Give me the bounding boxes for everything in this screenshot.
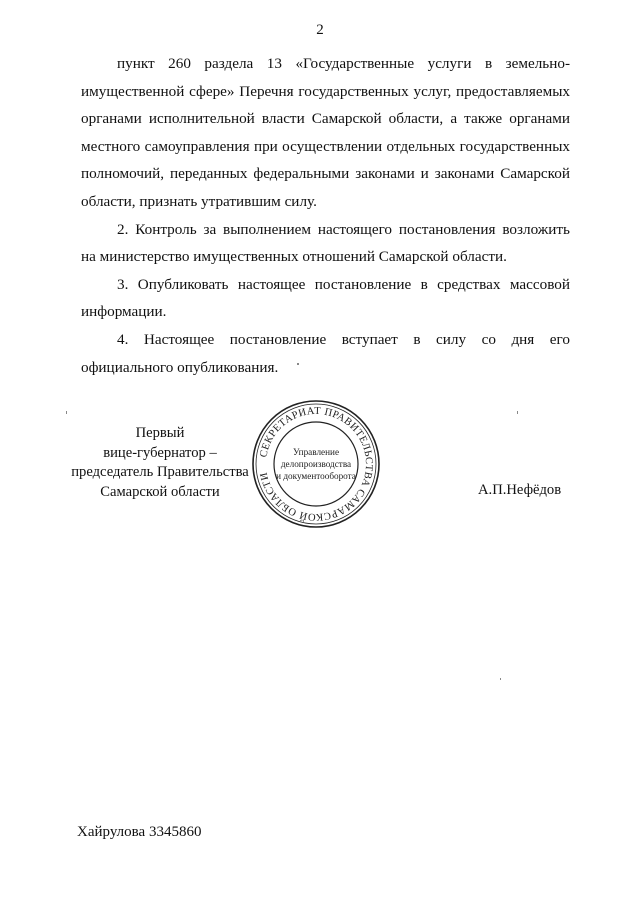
- signatory-position: [60, 424, 260, 502]
- position-line: Первый: [135, 425, 185, 441]
- position-line: председатель Правительства: [71, 464, 249, 480]
- scan-artifact: [66, 411, 67, 414]
- seal-center-line: делопроизводства: [280, 459, 352, 469]
- position-line: вице-губернатор –: [103, 444, 217, 461]
- document-body: [81, 50, 570, 381]
- seal-ring-text: СЕКРЕТАРИАТ ПРАВИТЕЛЬСТВА САМАРСКОЙ ОБЛАСТИ: [258, 405, 375, 523]
- seal-center-line: и документооборота: [276, 471, 356, 481]
- scan-artifact: [500, 678, 501, 680]
- executor-contact: Хайрулова 3345860: [77, 824, 202, 840]
- paragraph-3: 3. Опубликовать настоящее постановление в средствах массовой информации.: [81, 275, 570, 321]
- scan-artifact: [517, 411, 518, 414]
- paragraph-1: пункт 260 раздела 13 «Государственные услуги в земельно-имущественной сфере» Перечня государственных услуг, предоставляемых органами исполнительной власти Самарской области, а также органами местного самоуправления при осуществлении отдельных государственных полномочий, переданных федеральными законами и законами Самарской области, признать утратившим силу.: [81, 55, 570, 210]
- paragraph-4: 4. Настоящее постановление вступает в силу со дня его официального опубликования.: [81, 330, 570, 376]
- paragraph-2: 2. Контроль за выполнением настоящего постановления возложить на министерство имущественных отношений Самарской области.: [81, 220, 570, 266]
- position-line: Самарской области: [100, 483, 220, 500]
- page-number: 2: [316, 22, 324, 38]
- scan-artifact: [297, 363, 299, 365]
- seal-center-line: Управление: [292, 447, 340, 457]
- official-seal: [250, 398, 382, 530]
- signatory-name: А.П.Нефёдов: [478, 482, 562, 498]
